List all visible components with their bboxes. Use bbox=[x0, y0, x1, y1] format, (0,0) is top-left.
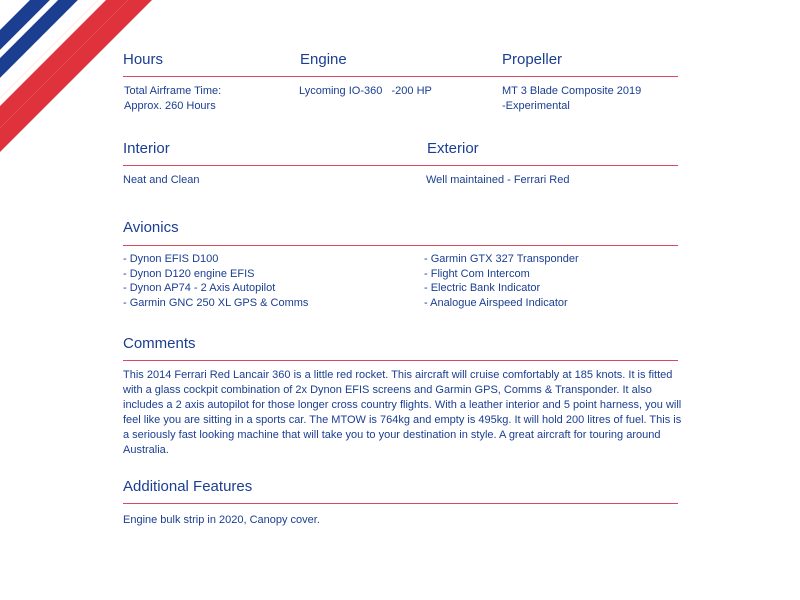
avionics-item: - Analogue Airspeed Indicator bbox=[424, 296, 568, 309]
hours-heading: Hours bbox=[123, 51, 164, 68]
exterior-value: Well maintained - Ferrari Red bbox=[426, 174, 570, 186]
row2-divider bbox=[123, 165, 678, 166]
additional-features-heading: Additional Features bbox=[123, 478, 253, 495]
comments-divider bbox=[123, 360, 678, 361]
avionics-item: - Flight Com Intercom bbox=[424, 267, 530, 280]
avionics-item: - Dynon AP74 - 2 Axis Autopilot bbox=[123, 282, 276, 294]
hours-value bbox=[124, 84, 221, 113]
comments-heading: Comments bbox=[123, 335, 196, 352]
avionics-heading: Avionics bbox=[123, 219, 179, 236]
interior-heading: Interior bbox=[123, 140, 170, 157]
additional-features-divider bbox=[123, 503, 678, 504]
exterior-heading: Exterior bbox=[427, 140, 479, 157]
engine-value: Lycoming IO-360 -200 HP bbox=[299, 85, 432, 97]
propeller-value bbox=[502, 84, 641, 113]
propeller-line2: -Experimental bbox=[502, 99, 570, 112]
additional-features-value: Engine bulk strip in 2020, Canopy cover. bbox=[123, 514, 320, 526]
avionics-item: - Garmin GTX 327 Transponder bbox=[424, 253, 579, 265]
avionics-list-left bbox=[123, 252, 308, 310]
avionics-item: - Electric Bank Indicator bbox=[424, 282, 541, 294]
propeller-heading: Propeller bbox=[502, 51, 563, 68]
corner-stripes-decoration bbox=[0, 0, 160, 160]
avionics-list-right bbox=[424, 252, 579, 310]
avionics-item: - Dynon D120 engine EFIS bbox=[123, 267, 255, 280]
hours-line1: Total Airframe Time: bbox=[124, 85, 222, 97]
engine-heading: Engine bbox=[300, 51, 347, 68]
avionics-divider bbox=[123, 245, 678, 246]
interior-value: Neat and Clean bbox=[123, 174, 200, 186]
hours-line2: Approx. 260 Hours bbox=[124, 99, 216, 112]
comments-paragraph: This 2014 Ferrari Red Lancair 360 is a little red rocket. This aircraft will cruise comfortably at 185 knots. It is fitted with a glass cockpit combination of 2x Dynon EFIS screens and Garmin GPS, Comms & Transponder. It also includes a 2 axis autopilot for those longer cross country flights. With a leather interior and 5 point harness, you will feel like you are sitting in a sports car. The MTOW is 764kg and empty is 495kg. It will hold 200 litres of fuel. This is a seriously fast looking machine that will take you to your destination in style. A great aircraft for touring around Australia. bbox=[123, 369, 682, 456]
propeller-line1: MT 3 Blade Composite 2019 bbox=[502, 85, 642, 97]
row1-divider bbox=[123, 76, 678, 77]
avionics-item: - Dynon EFIS D100 bbox=[123, 253, 219, 265]
avionics-item: - Garmin GNC 250 XL GPS & Comms bbox=[123, 296, 309, 309]
